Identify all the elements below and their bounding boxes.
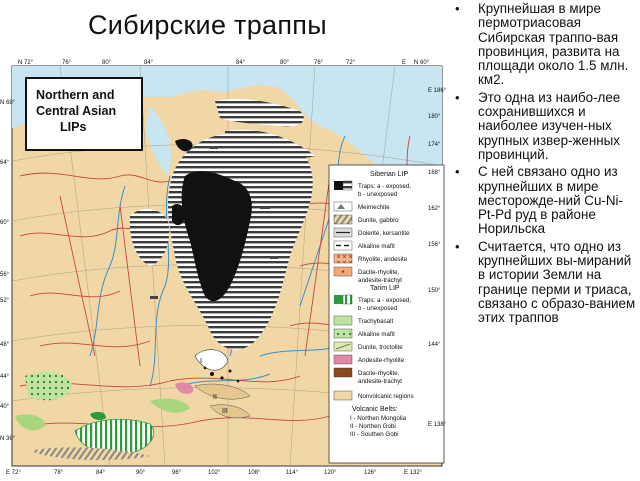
bottom-lon-label: 90° bbox=[136, 470, 146, 476]
legend-item-label: Dacite-rhyolite, bbox=[358, 370, 400, 377]
top-lon-label: E bbox=[402, 60, 407, 66]
right-lon-label: 168° bbox=[428, 170, 441, 176]
right-lon-label: 180° bbox=[428, 114, 441, 120]
bottom-lon-label: 108° bbox=[248, 470, 261, 476]
left-lat-label: N 68° bbox=[0, 100, 16, 106]
right-lon-label: 162° bbox=[428, 206, 441, 212]
right-lon-label: E 138° bbox=[428, 422, 446, 428]
bullet-text: С ней связано одно из крупнейших в мире месторожде-ний Cu-Ni-Pt-Pd руд в районе Норильска bbox=[478, 164, 623, 237]
top-lon-label: 80° bbox=[102, 60, 112, 66]
bottom-lon-label: E 72° bbox=[6, 470, 21, 476]
left-lat-label: 44° bbox=[0, 374, 10, 380]
right-lon-label: 174° bbox=[428, 142, 441, 148]
legend-item-label: b - unexposed bbox=[358, 305, 398, 312]
legend-meimechite-icon bbox=[334, 202, 352, 211]
legend-item-label: Alkaline mafit bbox=[358, 331, 395, 338]
bullet-icon: • bbox=[455, 89, 460, 105]
top-lon-label: N 60° bbox=[414, 60, 430, 66]
left-lat-label: 48° bbox=[0, 342, 10, 348]
legend-item-label: andesite-trachyt bbox=[358, 277, 403, 284]
legend-item-label: Trachybasalt bbox=[358, 318, 394, 325]
volcanic-mark-I: I bbox=[200, 358, 202, 365]
legend-item-label: Dunite, gabbro bbox=[358, 217, 399, 224]
legend-traps-icon bbox=[334, 181, 352, 190]
bottom-lon-label: 102° bbox=[208, 470, 221, 476]
legend-item-label: b - unexposed bbox=[358, 191, 398, 198]
bottom-lon-label: 114° bbox=[286, 470, 298, 476]
map-title-line1: Northern and bbox=[36, 88, 115, 102]
bullet-item bbox=[452, 165, 638, 236]
bullet-icon: • bbox=[455, 238, 460, 254]
bullet-icon: • bbox=[455, 1, 460, 16]
legend-alkaline-icon bbox=[334, 241, 352, 250]
right-lon-label: 156° bbox=[428, 242, 441, 248]
legend-tarim-alkaline-icon bbox=[334, 329, 352, 338]
legend-dunite-icon bbox=[334, 215, 352, 224]
bottom-lon-label: 78° bbox=[54, 470, 64, 476]
legend-tarim-dacite-icon bbox=[334, 368, 352, 377]
right-lon-label: 144° bbox=[428, 342, 441, 348]
bottom-lon-label: 84° bbox=[96, 470, 106, 476]
bullet-item bbox=[452, 91, 638, 162]
legend-tarim-traps-icon bbox=[334, 295, 352, 304]
top-lon-label: N 72° bbox=[18, 60, 34, 66]
legend-dolerite-icon bbox=[334, 228, 352, 237]
legend-belt-item: I - Northen Mongolia bbox=[350, 415, 407, 422]
bullet-text: Считается, что одно из крупнейших вы-мираний в истории Земли на границе перми и триаса, связано с образо-ванием этих траппов bbox=[478, 238, 636, 326]
top-lon-label: 84° bbox=[236, 60, 246, 66]
left-lat-label: N 36° bbox=[0, 436, 16, 442]
volcanic-mark-III: III bbox=[222, 408, 228, 415]
legend-item-label: andesite-trachyt bbox=[358, 378, 403, 385]
legend-rhyolite-icon bbox=[334, 254, 352, 263]
bullet-text: Это одна из наибо-лее сохранившихся и наиболее изучен-ных крупных извер-женных провинций. bbox=[478, 89, 621, 162]
legend-belt-item: III - Southen Gobi bbox=[350, 431, 399, 438]
lip-map bbox=[0, 56, 446, 476]
bottom-lon-label: 120° bbox=[324, 470, 337, 476]
map-title-line3: LIPs bbox=[60, 120, 87, 134]
left-lat-label: 60° bbox=[0, 220, 10, 226]
bottom-lon-label: 126° bbox=[364, 470, 377, 476]
legend-item-label: Alkaline mafit bbox=[358, 243, 395, 250]
left-lat-label: 40° bbox=[0, 404, 10, 410]
legend-item-label: Rhyolite, andesite bbox=[358, 256, 408, 263]
left-lat-label: 56° bbox=[0, 272, 10, 278]
map-title-line2: Central Asian bbox=[36, 104, 117, 118]
top-lon-label: 76° bbox=[62, 60, 72, 66]
legend-item-label: Andesite-rhyolite bbox=[358, 357, 405, 364]
legend-header: Siberian LIP bbox=[370, 171, 409, 178]
left-lat-label: 64° bbox=[0, 160, 10, 166]
top-lon-label: 76° bbox=[314, 60, 324, 66]
volcanic-mark-II: II bbox=[213, 394, 217, 401]
bottom-lon-label: E 132° bbox=[404, 470, 423, 476]
legend-belt-item: II - Northen Gobi bbox=[350, 423, 396, 430]
legend-andesite-rhyolite-icon bbox=[334, 355, 352, 364]
right-lon-label: E 186° bbox=[428, 88, 446, 94]
legend-item-label: Traps: a - exposed, bbox=[358, 297, 412, 304]
bullet-text: Крупнейшая в мире пермотриасовая Сибирская траппо-вая провинция, развита на площади около 1.5 млн. км2. bbox=[478, 1, 629, 88]
bottom-lon-label: 96° bbox=[172, 470, 182, 476]
legend-troctolite-icon bbox=[334, 342, 352, 351]
legend-item-label: Nonvolcanic regions bbox=[358, 393, 414, 400]
legend-item-label: Traps: a - exposed, bbox=[358, 183, 412, 190]
legend-item-label: Dolerite, kersantite bbox=[358, 230, 410, 237]
bullet-item bbox=[452, 240, 638, 326]
top-lon-label: 72° bbox=[346, 60, 356, 66]
right-lon-label: 150° bbox=[428, 288, 441, 294]
legend-item-label: Meimechite bbox=[358, 204, 390, 211]
bullet-icon: • bbox=[455, 164, 460, 180]
legend-belts-header: Volcanic Belts: bbox=[352, 406, 398, 413]
legend-trachybasalt-icon bbox=[334, 316, 352, 325]
legend-item-label: Dacite-rhyolite, bbox=[358, 269, 400, 276]
slide-title: Сибирские траппы bbox=[88, 10, 327, 40]
top-lon-label: 84° bbox=[144, 60, 154, 66]
legend-nonvolcanic-icon bbox=[334, 391, 352, 400]
top-lon-label: 80° bbox=[280, 60, 290, 66]
bullet-item bbox=[452, 2, 638, 88]
legend-header: Tarim LIP bbox=[370, 285, 400, 292]
left-lat-label: 52° bbox=[0, 298, 10, 304]
legend-dacite-icon bbox=[334, 267, 352, 276]
bullet-list bbox=[452, 2, 638, 329]
legend-item-label: Dunite, troctolite bbox=[358, 344, 403, 351]
